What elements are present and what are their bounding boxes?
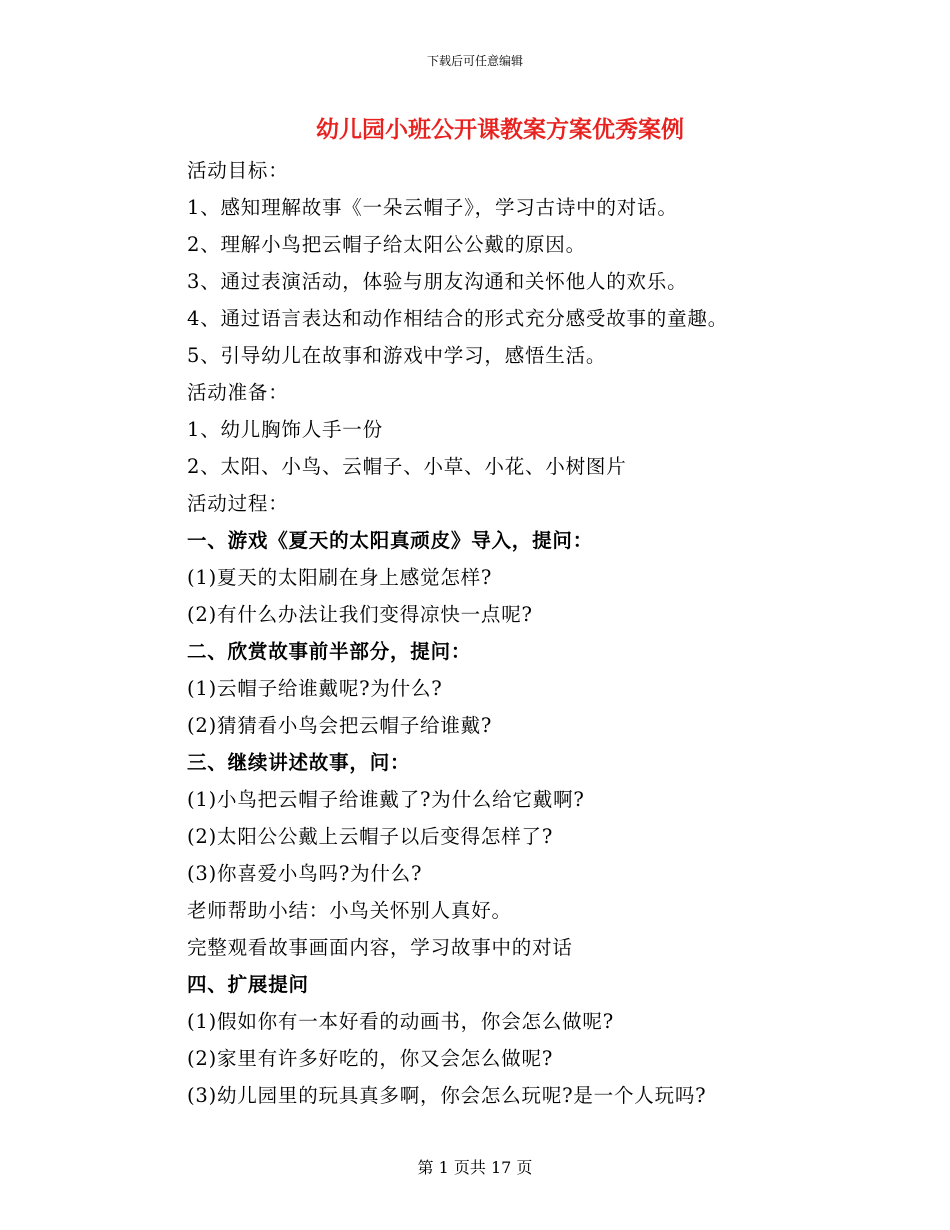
goal-item-2: 2、理解小鸟把云帽子给太阳公公戴的原因。 <box>187 233 586 256</box>
process-step-4-question-1: (1)假如你有一本好看的动画书，你会怎么做呢? <box>187 1010 614 1033</box>
goal-item-5: 5、引导幼儿在故事和游戏中学习，感悟生活。 <box>187 344 607 367</box>
process-step-3-question-1: (1)小鸟把云帽子给谁戴了?为什么给它戴啊? <box>187 788 585 811</box>
process-step-2-question-1: (1)云帽子给谁戴呢?为什么? <box>187 677 443 700</box>
process-step-3-question-2: (2)太阳公公戴上云帽子以后变得怎样了? <box>187 825 554 848</box>
process-step-2-heading: 二、欣赏故事前半部分，提问： <box>187 640 472 663</box>
process-step-1-question-2: (2)有什么办法让我们变得凉快一点呢? <box>187 603 533 626</box>
preparation-item-2: 2、太阳、小鸟、云帽子、小草、小花、小树图片 <box>187 455 627 478</box>
document-title: 幼儿园小班公开课教案方案优秀案例 <box>316 116 684 143</box>
process-step-4-heading: 四、扩展提问 <box>187 973 309 996</box>
process-step-2-question-2: (2)猜猜看小鸟会把云帽子给谁戴? <box>187 714 493 737</box>
goal-item-4: 4、通过语言表达和动作相结合的形式充分感受故事的童趣。 <box>187 307 729 330</box>
preparation-item-1: 1、幼儿胸饰人手一份 <box>187 418 383 441</box>
document-body <box>187 152 907 1114</box>
process-step-1-question-1: (1)夏天的太阳刷在身上感觉怎样? <box>187 566 493 589</box>
section-heading-goals: 活动目标： <box>187 159 289 182</box>
page-footer: 第 1 页共 17 页 <box>417 1158 533 1177</box>
teacher-summary: 老师帮助小结：小鸟关怀别人真好。 <box>187 899 512 922</box>
header-note: 下载后可任意编辑 <box>426 54 523 68</box>
process-step-1-heading: 一、游戏《夏天的太阳真顽皮》导入，提问： <box>187 529 594 552</box>
goal-item-1: 1、感知理解故事《一朵云帽子》，学习古诗中的对话。 <box>187 196 678 219</box>
goal-item-3: 3、通过表演活动，体验与朋友沟通和关怀他人的欢乐。 <box>187 270 688 293</box>
process-step-4-question-2: (2)家里有许多好吃的，你又会怎么做呢? <box>187 1047 554 1070</box>
full-story-viewing: 完整观看故事画面内容，学习故事中的对话 <box>187 936 573 959</box>
section-heading-process: 活动过程： <box>187 492 289 515</box>
process-step-3-heading: 三、继续讲述故事，问： <box>187 751 411 774</box>
section-heading-preparation: 活动准备： <box>187 381 289 404</box>
process-step-4-question-3: (3)幼儿园里的玩具真多啊，你会怎么玩呢?是一个人玩吗? <box>187 1084 707 1107</box>
process-step-3-question-3: (3)你喜爱小鸟吗?为什么? <box>187 862 423 885</box>
